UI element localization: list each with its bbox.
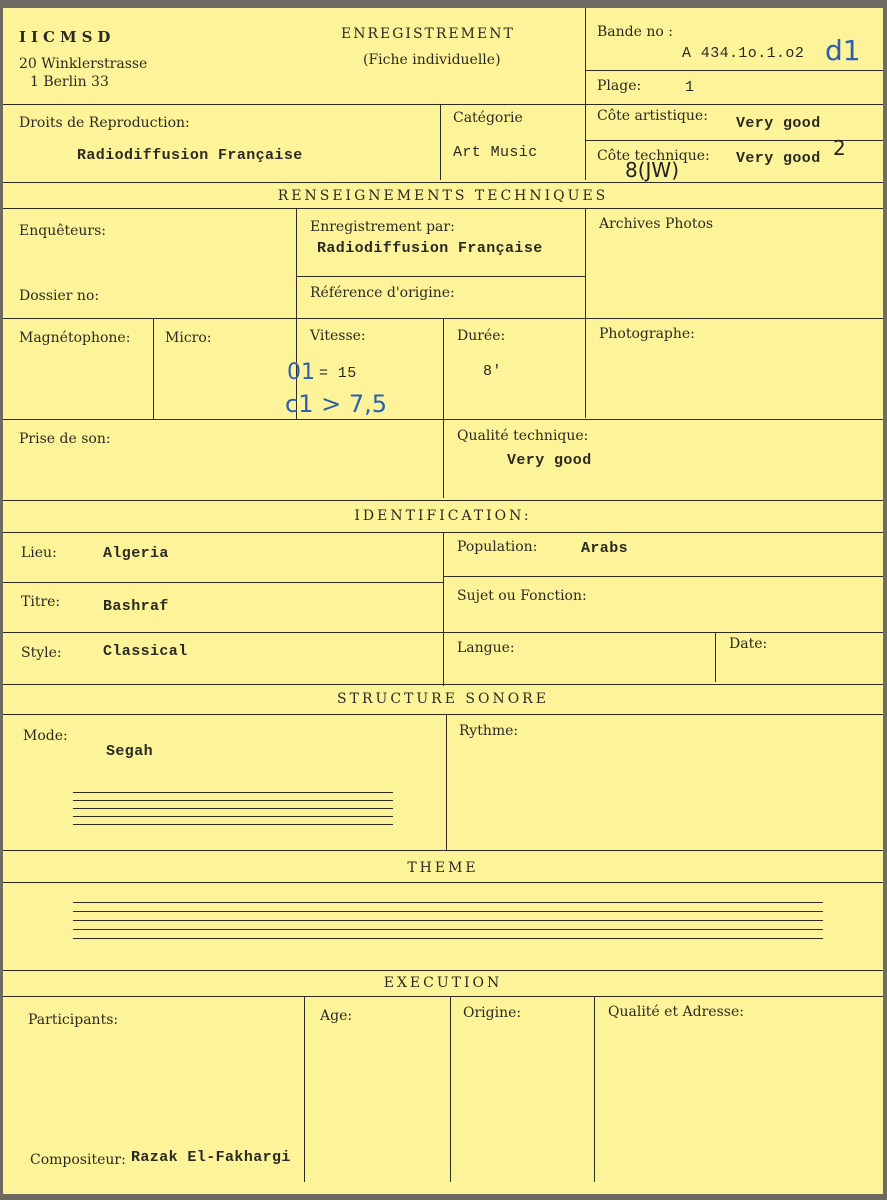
vitesse-note: 01	[287, 360, 315, 385]
record-card	[3, 8, 883, 1194]
divider	[443, 318, 444, 498]
duree-label: Durée:	[457, 328, 506, 344]
section-title: THEME	[407, 860, 479, 876]
population-label: Population:	[457, 539, 538, 555]
divider	[3, 104, 883, 105]
divider	[715, 632, 716, 682]
cote-technique-note: 2	[833, 136, 846, 160]
mode-label: Mode:	[23, 728, 68, 744]
divider	[3, 970, 883, 971]
origine-label: Origine:	[463, 1005, 522, 1021]
date-label: Date:	[729, 636, 768, 652]
vitesse-value: = 15	[319, 365, 357, 382]
divider	[585, 70, 883, 71]
reference-label: Référence d'origine:	[310, 285, 455, 301]
staff-line	[73, 911, 823, 912]
cote-technique-note2: 8(JW)	[625, 158, 680, 182]
divider	[3, 684, 883, 685]
cote-technique-label: Côte technique:	[597, 148, 710, 164]
compositeur-value: Razak El-Fakhargi	[131, 1149, 291, 1166]
org-logo: IICMSD	[19, 28, 116, 46]
staff-line	[73, 792, 393, 793]
card-title: ENREGISTREMENT	[341, 26, 515, 42]
enregistrement-label: Enregistrement par:	[310, 219, 455, 235]
rythme-label: Rythme:	[459, 723, 519, 739]
divider	[296, 208, 297, 318]
lieu-value: Algeria	[103, 545, 169, 562]
section-title: STRUCTURE SONORE	[337, 691, 549, 707]
cote-artistique-value: Very good	[736, 115, 821, 132]
duree-value: 8'	[483, 363, 502, 380]
cote-artistique-label: Côte artistique:	[597, 108, 708, 124]
staff-line	[73, 929, 823, 930]
archives-label: Archives Photos	[599, 216, 714, 232]
age-label: Age:	[320, 1008, 353, 1024]
divider	[440, 104, 441, 180]
langue-label: Langue:	[457, 640, 515, 656]
divider	[3, 882, 883, 883]
section-title: IDENTIFICATION:	[354, 508, 532, 524]
participants-label: Participants:	[28, 1012, 119, 1028]
titre-value: Bashraf	[103, 598, 169, 615]
population-value: Arabs	[581, 540, 629, 557]
divider	[3, 419, 883, 420]
vitesse-note: c1 > 7,5	[285, 390, 387, 418]
divider	[3, 714, 883, 715]
style-value: Classical	[103, 643, 188, 660]
staff-line	[73, 938, 823, 939]
enqueteurs-label: Enquêteurs:	[19, 223, 107, 239]
plage-value: 1	[685, 79, 695, 96]
plage-label: Plage:	[597, 78, 642, 94]
qualite-value: Very good	[507, 452, 592, 469]
dossier-label: Dossier no:	[19, 288, 100, 304]
divider	[443, 576, 883, 577]
divider	[585, 208, 586, 418]
divider	[450, 996, 451, 1182]
divider	[3, 208, 883, 209]
divider	[3, 632, 883, 633]
staff-line	[73, 816, 393, 817]
address-line: 20 Winklerstrasse	[19, 56, 148, 72]
micro-label: Micro:	[165, 330, 212, 346]
staff-line	[73, 920, 823, 921]
divider	[3, 996, 883, 997]
staff-line	[73, 902, 823, 903]
divider	[446, 714, 447, 851]
enregistrement-value: Radiodiffusion Française	[317, 240, 543, 257]
categorie-value: Art Music	[453, 144, 538, 161]
magnetophone-label: Magnétophone:	[19, 330, 131, 346]
droits-label: Droits de Reproduction:	[19, 115, 190, 131]
bande-label: Bande no :	[597, 24, 673, 40]
address-line: 1 Berlin 33	[30, 74, 109, 90]
bande-note: d1	[825, 34, 861, 67]
compositeur-label: Compositeur:	[30, 1152, 126, 1168]
divider	[153, 318, 154, 420]
staff-line	[73, 808, 393, 809]
mode-value: Segah	[106, 743, 154, 760]
divider	[3, 850, 883, 851]
divider	[304, 996, 305, 1182]
vitesse-label: Vitesse:	[310, 328, 366, 344]
divider	[3, 182, 883, 183]
style-label: Style:	[21, 645, 62, 661]
prise-label: Prise de son:	[19, 431, 111, 447]
sujet-label: Sujet ou Fonction:	[457, 588, 587, 604]
section-title: EXECUTION	[383, 975, 503, 991]
divider	[3, 582, 443, 583]
divider	[3, 500, 883, 501]
droits-value: Radiodiffusion Française	[77, 147, 303, 164]
categorie-label: Catégorie	[453, 110, 523, 126]
qualite-label: Qualité technique:	[457, 428, 589, 444]
staff-line	[73, 800, 393, 801]
card-subtitle: (Fiche individuelle)	[363, 52, 501, 68]
qualite-adresse-label: Qualité et Adresse:	[608, 1004, 744, 1020]
photographe-label: Photographe:	[599, 326, 695, 342]
titre-label: Titre:	[21, 594, 61, 610]
divider	[585, 8, 586, 104]
bande-value: A 434.1o.1.o2	[682, 45, 805, 62]
divider	[594, 996, 595, 1182]
lieu-label: Lieu:	[21, 545, 57, 561]
divider	[443, 532, 444, 686]
divider	[585, 104, 586, 180]
section-title: RENSEIGNEMENTS TECHNIQUES	[277, 188, 609, 204]
staff-line	[73, 824, 393, 825]
cote-technique-value: Very good	[736, 150, 821, 167]
divider	[296, 276, 585, 277]
